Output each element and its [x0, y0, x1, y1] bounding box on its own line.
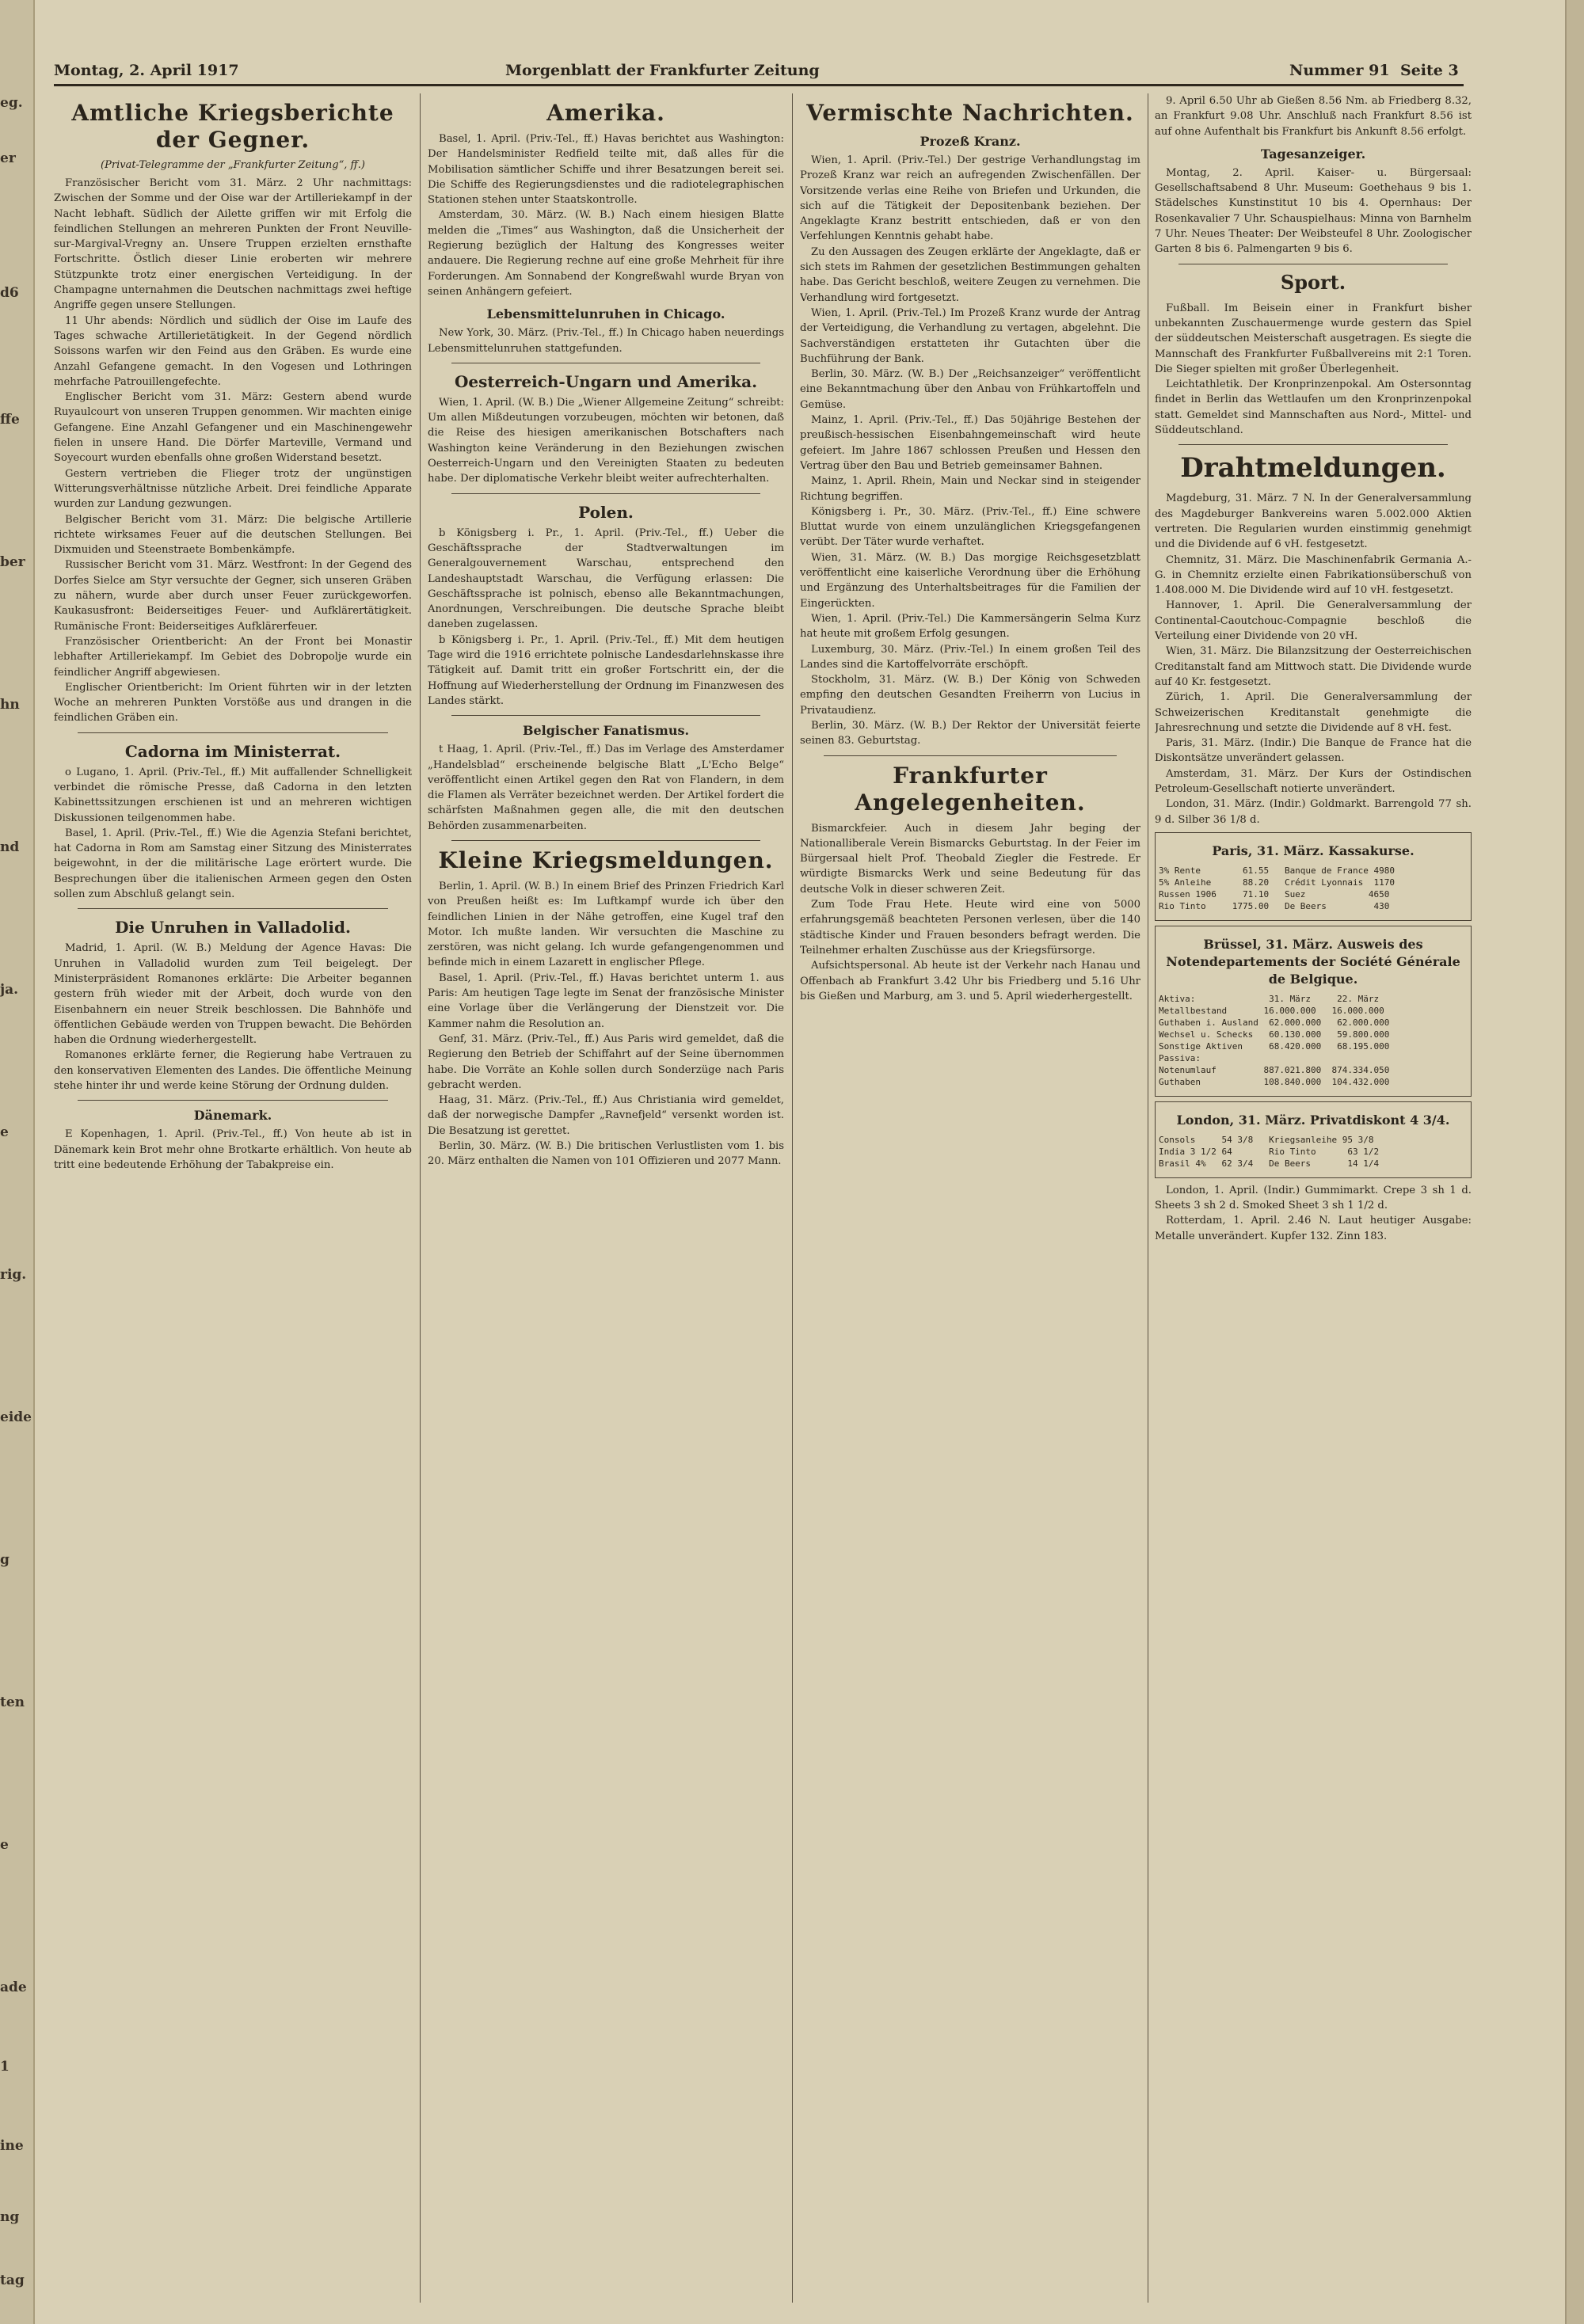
article-paragraph: Wien, 1. April. (Priv.-Tel.) Die Kammersängerin Selma Kurz hat heute mit großem Erfolg gesungen. — [800, 612, 1140, 641]
divider — [824, 755, 1117, 756]
article-paragraph: 11 Uhr abends: Nördlich und südlich der Oise im Laufe des Tages schwache Artillerietätigkeit. In der Gegend nördlich Soissons warfen wir den Feind aus den Gräben. Es wurde eine Anzahl Gefangene gemacht. In den Vogesen und Lothringen mehrfache Patrouillengefechte. — [54, 314, 412, 388]
article-paragraph: Französischer Bericht vom 31. März. 2 Uhr nachmittags: Zwischen der Somme und der Oise war der Artilleriekampf in der Nacht lebhaft. Südlich der Ailette griffen wir mit Erfolg die feindlichen Stellungen an mehreren Punkten der Front Neuville-sur-Margival-Vregny an. Unsere Truppen erzielten ernsthafte Fortschritte. Östlich dieser Linie eroberten wir mehrere Stützpunkte trotz einer energischen Verteidigung. In der Champagne unternahmen die Deutschen nachmittags zwei heftige Angriffe gegen unsere Stellungen. — [54, 177, 412, 312]
section-heading: Drahtmeldungen. — [1180, 452, 1446, 485]
divider — [78, 1100, 388, 1101]
article-paragraph: Madrid, 1. April. (W. B.) Meldung der Agence Havas: Die Unruhen in Valladolid wurden zum Teil beigelegt. Der Ministerpräsident Romanones erklärte: Die Arbeiter begannen gestern früh wieder mit der Arbeit, doch wurde von den Eisenbahnern ein neuer Streik beschlossen. Die Bahnhöfe und öffentlichen Gebäude werden von Truppen bewacht. Die Behörden haben die Ordnung wiederhergestellt. — [54, 942, 412, 1047]
column-rule — [792, 93, 793, 2303]
column-3 — [800, 93, 1140, 2303]
divider — [78, 908, 388, 909]
divider — [451, 840, 760, 841]
article-paragraph: 9. April 6.50 Uhr ab Gießen 8.56 Nm. ab Friedberg 8.32, an Frankfurt 9.08 Uhr. Anschluß nach Frankfurt 8.56 ist auf ohne Aufenthalt bis Frankfurt bis Ankunft 8.56 erfolgt. — [1155, 95, 1472, 138]
column-4 — [1155, 93, 1472, 2303]
article-paragraph: Königsberg i. Pr., 30. März. (Priv.-Tel., ff.) Eine schwere Bluttat wurde von einem unzulänglichen Kriegsgefangenen verübt. Der Täter wurde verhaftet. — [800, 505, 1140, 549]
page-edge — [1565, 0, 1584, 2324]
article-paragraph: Wien, 1. April. (W. B.) Die „Wiener Allgemeine Zeitung“ schreibt: Um allen Mißdeutungen vorzubeugen, möchten wir betonen, daß die Reise des hiesigen amerikanischen Botschafters nach Washington keine Veränderung in den Beziehungen zwischen Oesterreich-Ungarn und den Vereinigten Staaten zu bedeuten habe. Der diplomatische Verkehr bleibt weiter aufrechterhalten. — [428, 396, 784, 485]
article-paragraph: Basel, 1. April. (Priv.-Tel., ff.) Havas berichtet unterm 1. aus Paris: Am heutigen Tage legte im Senat der französische Minister eine Vorlage über die Verlängerung der Dienstzeit vor. Die Kammer nahm die Resolution an. — [428, 972, 784, 1030]
article-paragraph: Englischer Orientbericht: Im Orient führten wir in der letzten Woche an mehreren Punkten Vorstöße aus und drangen in die feindlichen Gräben ein. — [54, 681, 412, 725]
strip-fragment: ng — [0, 2209, 20, 2225]
page-number: Seite 3 — [1400, 62, 1459, 79]
strip-fragment: d6 — [0, 285, 19, 301]
article-paragraph: Fußball. Im Beisein einer in Frankfurt bisher unbekannten Zuschauermenge wurde gestern das Spiel der süddeutschen Meisterschaft ausgetragen. Es siegte die Mannschaft des Frankfurter Fußballvereins mit 2:1 Toren. Die Sieger spielten mit großer Überlegenheit. — [1155, 302, 1472, 375]
article-paragraph: Berlin, 1. April. (W. B.) In einem Brief des Prinzen Friedrich Karl von Preußen heißt es: Im Luftkampf wurde ich über den feindlichen Linien in der Nähe getroffen, eine Kugel traf den Motor. Ich mußte landen. Wir versuchten die Maschine zu zerstören, was nicht gelang. Ich wurde gefangengenommen und befinde mich in einem Lazarett in englischer Pflege. — [428, 880, 784, 969]
article-paragraph: Leichtathletik. Der Kronprinzenpokal. Am Ostersonntag findet in Berlin das Wettlaufen um den Kronprinzenpokal statt. Gemeldet sind Mannschaften aus Nord-, Mittel- und Süddeutschland. — [1155, 378, 1472, 437]
article-paragraph: Rotterdam, 1. April. 2.46 N. Laut heutiger Ausgabe: Metalle unverändert. Kupfer 132. Zinn 183. — [1155, 1215, 1472, 1242]
article-heading: Dänemark. — [193, 1108, 272, 1124]
strip-fragment: e — [0, 1837, 9, 1853]
strip-fragment: 1 — [0, 2059, 10, 2075]
strip-fragment: tag — [0, 2273, 25, 2288]
article-paragraph: Belgischer Bericht vom 31. März: Die belgische Artillerie richtete wirksames Feuer auf die deutschen Stellungen. Bei Dixmuiden und Steenstraete Bombenkämpfe. — [54, 513, 412, 557]
article-paragraph: London, 1. April. (Indir.) Gummimarkt. Crepe 3 sh 1 d. Sheets 3 sh 2 d. Smoked Sheet 3 sh 1 1/2 d. — [1155, 1184, 1472, 1212]
article-paragraph: E Kopenhagen, 1. April. (Priv.-Tel., ff.) Von heute ab ist in Dänemark kein Brot mehr ohne Brotkarte erhältlich. Von heute ab tritt eine bedeutende Erhöhung der Tabakpreise ein. — [54, 1128, 412, 1171]
article-paragraph: Wien, 1. April. (Priv.-Tel.) Der gestrige Verhandlungstag im Prozeß Kranz war reich an aufregenden Zwischenfällen. Der Vorsitzende verlas eine Reihe von Briefen und Urkunden, die sich auf die Tätigkeit der Depositenbank beziehen. Der Angeklagte Kranz bestritt entschieden, daß er von den Verfehlungen Kenntnis gehabt habe. — [800, 154, 1140, 243]
strip-fragment: hn — [0, 697, 20, 713]
article-paragraph: Luxemburg, 30. März. (Priv.-Tel.) In einem großen Teil des Landes sind die Kartoffelvorräte erschöpft. — [800, 643, 1140, 671]
article-paragraph: Zu den Aussagen des Zeugen erklärte der Angeklagte, daß er sich stets im Rahmen der gesetzlichen Bestimmungen gehalten habe. Das Gericht beschloß, weitere Zeugen zu vernehmen. Die Verhandlung wird fortgesetzt. — [800, 245, 1140, 304]
issue-date: Montag, 2. April 1917 — [54, 62, 239, 79]
table-body: 3% Rente 61.55 Banque de France 4980 5% Anleihe 88.20 Crédit Lyonnais 1170 Russen 1906 71.10 Suez 4650 Rio Tinto 1775.00 De Beers 430 — [1159, 865, 1396, 911]
strip-fragment: e — [0, 1124, 9, 1140]
divider — [78, 732, 388, 733]
article-paragraph: Stockholm, 31. März. (W. B.) Der König von Schweden empfing den deutschen Gesandten Freiherrn von Lucius in Privataudienz. — [800, 674, 1140, 717]
strip-fragment: ffe — [0, 412, 20, 428]
column-2 — [428, 93, 784, 2303]
article-paragraph: New York, 30. März. (Priv.-Tel., ff.) In Chicago haben neuerdings Lebensmittelunruhen stattgefunden. — [428, 327, 784, 355]
article-heading: Polen. — [578, 502, 634, 522]
strip-fragment: g — [0, 1552, 10, 1568]
article-heading: Lebensmittelunruhen in Chicago. — [486, 306, 725, 322]
table-title: London, 31. März. Privatdiskont 4 3/4. — [1176, 1112, 1450, 1128]
article-paragraph: Berlin, 30. März. (W. B.) Der Rektor der Universität feierte seinen 83. Geburtstag. — [800, 719, 1140, 747]
article-paragraph: Mainz, 1. April. (Priv.-Tel., ff.) Das 50jährige Bestehen der preußisch-hessischen Eisenbahngemeinschaft wird heute gefeiert. Im Jahre 1867 schlossen Preußen und Hessen den Vertrag über den Bau und Betrieb gemeinsamer Bahnen. — [800, 414, 1140, 472]
table-body: Aktiva: 31. März 22. März Metallbestand 16.000.000 16.000.000 Guthaben i. Ausland 62.000.000 62.000.000 Wechsel u. Schecks 60.130.000 59.800.000 Sonstige Aktiven 68.420.000 68.195.000 Passiva: Notenumlauf 887.021.800 874.334.050 Guthaben 108.840.000 104.432.000 — [1159, 993, 1390, 1087]
strip-fragment: nd — [0, 839, 20, 855]
article-paragraph: Genf, 31. März. (Priv.-Tel., ff.) Aus Paris wird gemeldet, daß die Regierung den Betrieb der Schiffahrt auf der Seine übernommen habe. Die Vorräte an Kohle sollen durch Sonderzüge nach Paris gebracht werden. — [428, 1033, 784, 1091]
article-paragraph: Wien, 31. März. Die Bilanzsitzung der Oesterreichischen Creditanstalt fand am Mittwoch statt. Die Dividende wurde auf 40 Kr. festgesetzt. — [1155, 645, 1472, 688]
section-heading: Vermischte Nachrichten. — [806, 100, 1134, 126]
article-paragraph: Amsterdam, 31. März. Der Kurs der Ostindischen Petroleum-Gesellschaft notierte unverändert. — [1155, 767, 1472, 795]
article-paragraph: b Königsberg i. Pr., 1. April. (Priv.-Tel., ff.) Ueber die Geschäftssprache der Stadtverwaltungen im Generalgouvernement Warschau, entsprechend den Landeshauptstadt Warschau, die Verfügung erlassen: Die Geschäftssprache ist polnisch, ebenso alle Bekanntmachungen, Anordnungen, Verschreibungen. Die deutsche Sprache bleibt daneben zugelassen. — [428, 527, 784, 631]
article-paragraph: Bismarckfeier. Auch in diesem Jahr beging der Nationalliberale Verein Bismarcks Geburtstag. In der Feier im Bürgersaal hielt Prof. Theobald Ziegler die Festrede. Er würdigte Bismarcks Werk und seine Bedeutung für das deutsche Volk in dieser schweren Zeit. — [800, 822, 1140, 896]
article-paragraph: Romanones erklärte ferner, die Regierung habe Vertrauen zu den konservativen Elementen des Landes. Die öffentliche Meinung stehe hinter ihr und werde keine Störung der Ordnung dulden. — [54, 1049, 412, 1093]
strip-fragment: eide — [0, 1409, 32, 1425]
divider — [451, 493, 760, 494]
adjacent-page-strip — [0, 0, 35, 2324]
article-paragraph: Russischer Bericht vom 31. März. Westfront: In der Gegend des Dorfes Sielce am Styr versuchte der Gegner, sich unseren Gräben zu nähern, wurde aber durch unser Feuer zurückgeworfen. Kaukasusfront: Beiderseitiges Feuer- und Aufklärertätigkeit. Rumänische Front: Beiderseitiges Aufklärerfeuer. — [54, 559, 412, 633]
section-heading: Frankfurter Angelegenheiten. — [855, 762, 1086, 816]
strip-fragment: rig. — [0, 1267, 27, 1283]
column-rule — [420, 93, 421, 2303]
strip-fragment: ten — [0, 1695, 25, 1710]
divider — [1178, 444, 1448, 445]
article-paragraph: t Haag, 1. April. (Priv.-Tel., ff.) Das im Verlage des Amsterdamer „Handelsblad“ erscheinende belgische Blatt „L'Echo Belge“ veröffentlicht einen Artikel gegen den Rat von Flandern, in dem die Flamen als Verräter bezeichnet werden. Der Artikel fordert die schärfsten Maßnahmen gegen alle, die mit den deutschen Behörden zusammenarbeiten. — [428, 744, 784, 832]
article-paragraph: Chemnitz, 31. März. Die Maschinenfabrik Germania A.-G. in Chemnitz erzielte einen Fabrikationsüberschuß von 1.408.000 M. Die Dividende wird auf 10 vH. festgesetzt. — [1155, 553, 1472, 597]
divider — [451, 715, 760, 716]
article-paragraph: Montag, 2. April. Kaiser- u. Bürgersaal: Gesellschaftsabend 8 Uhr. Museum: Goethehaus 9 bis 1. Städelsches Kunstinstitut 10 bis 4. Opernhaus: Der Rosenkavalier 7 Uhr. Schauspielhaus: Minna von Barnhelm 7 Uhr. Neues Theater: Der Weibsteufel 8 Uhr. Zoologischer Garten 8 bis 6. Palmengarten 9 bis 6. — [1155, 166, 1472, 256]
market-table — [1155, 1101, 1472, 1178]
table-title: Brüssel, 31. März. Ausweis des Notendepartements der Société Générale de Belgique. — [1166, 936, 1460, 987]
article-paragraph: Hannover, 1. April. Die Generalversammlung der Continental-Caoutchouc-Compagnie beschloß die Verteilung einer Dividende von 20 vH. — [1155, 599, 1472, 643]
section-heading: Sport. — [1280, 270, 1346, 294]
column-1 — [54, 93, 412, 2303]
section-heading: Amtliche Kriegsberichte der Gegner. — [71, 100, 394, 153]
issue-number: Nummer 91 — [1289, 62, 1390, 79]
article-heading: Belgischer Fanatismus. — [522, 723, 690, 739]
strip-fragment: ber — [0, 554, 25, 570]
article-paragraph: Amsterdam, 30. März. (W. B.) Nach einem hiesigen Blatte melden die „Times“ aus Washington, daß die Unsicherheit der Regierung bezüglich der Haltung des Kongresses weiter andauere. Die Regierung rechne auf eine große Mehrheit für ihre Forderungen. Am Sonnabend der Kongreßwahl wurde Bryan von seinen Anhängern gefeiert. — [428, 209, 784, 298]
article-heading: Tagesanzeiger. — [1260, 146, 1366, 162]
table-body: Consols 54 3/8 Kriegsanleihe 95 3/8 India 3 1/2 64 Rio Tinto 63 1/2 Brasil 4% 62 3/4 De Beers 14 1/4 — [1159, 1134, 1380, 1169]
article-paragraph: Haag, 31. März. (Priv.-Tel., ff.) Aus Christiania wird gemeldet, daß der norwegische Dampfer „Ravnefjeld“ versenkt worden ist. Die Besatzung ist gerettet. — [428, 1094, 784, 1137]
strip-fragment: ade — [0, 1980, 27, 1995]
section-subheading: (Privat-Telegramme der „Frankfurter Zeitung“, ff.) — [101, 159, 365, 171]
article-paragraph: o Lugano, 1. April. (Priv.-Tel., ff.) Mit auffallender Schnelligkeit verbindet die römische Presse, daß Cadorna in den letzten Kabinettssitzungen erschienen ist und an mehreren wichtigen Diskussionen teilgenommen habe. — [54, 766, 412, 824]
article-paragraph: Mainz, 1. April. Rhein, Main und Neckar sind in steigender Richtung begriffen. — [800, 475, 1140, 503]
article-paragraph: Berlin, 30. März. (W. B.) Die britischen Verlustlisten vom 1. bis 20. März enthalten die Namen von 101 Offizieren und 2077 Mann. — [428, 1140, 784, 1168]
article-paragraph: Wien, 31. März. (W. B.) Das morgige Reichsgesetzblatt veröffentlicht eine kaiserliche Verordnung über die Erhöhung und Ergänzung des Unterhaltsbeitrages für die Familien der Eingerückten. — [800, 551, 1140, 610]
table-title: Paris, 31. März. Kassakurse. — [1212, 842, 1415, 858]
section-heading: Kleine Kriegsmeldungen. — [438, 846, 774, 873]
article-paragraph: Französischer Orientbericht: An der Front bei Monastir lebhafter Artilleriekampf. Im Gebiet des Dobropolje wurde ein feindlicher Angriff abgewiesen. — [54, 635, 412, 679]
article-heading: Prozeß Kranz. — [920, 134, 1021, 149]
article-paragraph: Zürich, 1. April. Die Generalversammlung der Schweizerischen Kreditanstalt genehmigte die Jahresrechnung und setzte die Dividende auf 8 vH. fest. — [1155, 691, 1472, 734]
section-heading: Amerika. — [546, 100, 665, 126]
masthead-title: Morgenblatt der Frankfurter Zeitung — [505, 62, 820, 79]
strip-fragment: eg. — [0, 95, 23, 111]
page-header — [54, 60, 1464, 86]
article-paragraph: Basel, 1. April. (Priv.-Tel., ff.) Havas berichtet aus Washington: Der Handelsminister Redfield teilte mit, daß alles für die Mobilisation sämtlicher Schiffe und ihrer Besatzungen bereit sei. Die Schiffe des Regierungsdienstes und die radiotelegraphischen Stationen stehen unter Staatskontrolle. — [428, 133, 784, 207]
article-paragraph: Berlin, 30. März. (W. B.) Der „Reichsanzeiger“ veröffentlicht eine Bekanntmachung über den Anbau von Frühkartoffeln und Gemüse. — [800, 368, 1140, 411]
article-heading: Cadorna im Ministerrat. — [124, 741, 341, 761]
article-paragraph: Gestern vertrieben die Flieger trotz der ungünstigen Witterungsverhältnisse nützliche Arbeit. Drei feindliche Apparate wurden zur Landung gezwungen. — [54, 467, 412, 511]
article-paragraph: Zum Tode Frau Hete. Heute wird eine von 5000 erfahrungsgemäß beachteten Personen verlesen, über die 140 städtische Kinder und Frauen besonders befragt werden. Die Teilnehmer erhalten Zuschüsse aus der Kriegsfürsorge. — [800, 899, 1140, 957]
article-heading: Die Unruhen in Valladolid. — [115, 918, 351, 938]
article-paragraph: Basel, 1. April. (Priv.-Tel., ff.) Wie die Agenzia Stefani berichtet, hat Cadorna in Rom am Samstag einer Sitzung des Ministerrates beigewohnt, in der die militärische Lage erörtert wurde. Die Besprechungen über die italienischen Armeen gegen den Osten sollen zum Abschluß gelangt sein. — [54, 827, 412, 901]
article-paragraph: Aufsichtspersonal. Ab heute ist der Verkehr nach Hanau und Offenbach ab Frankfurt 3.42 Uhr bis Friedberg und 5.16 Uhr bis Gießen und Marburg, am 3. und 5. April wiederhergestellt. — [800, 960, 1140, 1002]
article-paragraph: London, 31. März. (Indir.) Goldmarkt. Barrengold 77 sh. 9 d. Silber 36 1/8 d. — [1155, 798, 1472, 826]
article-paragraph: Magdeburg, 31. März. 7 N. In der Generalversammlung des Magdeburger Bankvereins waren 5.002.000 Aktien vertreten. Die Regularien wurden einstimmig genehmigt und die Dividende auf 6 vH. festgesetzt. — [1155, 493, 1472, 551]
market-table — [1155, 832, 1472, 921]
article-paragraph: Englischer Bericht vom 31. März: Gestern abend wurde Ruyaulcourt von unseren Truppen genommen. Wir machten einige Gefangene. Eine Anzahl Gefangener und ein Maschinengewehr fielen in unsere Hand. Die Dörfer Marteville, Vermand und Soyecourt wurden ebenfalls ohne großen Widerstand besetzt. — [54, 391, 412, 465]
article-heading: Oesterreich-Ungarn und Amerika. — [454, 371, 758, 391]
article-paragraph: Wien, 1. April. (Priv.-Tel.) Im Prozeß Kranz wurde der Antrag der Verteidigung, die Verhandlung zu vertagen, abgelehnt. Die Sachverständigen erstatteten ihr Gutachten über die Buchführung der Bank. — [800, 306, 1140, 365]
strip-fragment: ja. — [0, 982, 19, 998]
article-paragraph: b Königsberg i. Pr., 1. April. (Priv.-Tel., ff.) Mit dem heutigen Tage wird die 1916 errichtete polnische Landesdarlehnskasse ihre Tätigkeit auf. Damit tritt ein großer Fortschritt ein, der die Hoffnung auf Wiederherstellung der Ordnung im Finanzwesen des Landes stärkt. — [428, 633, 784, 707]
strip-fragment: er — [0, 150, 16, 166]
article-paragraph: Paris, 31. März. (Indir.) Die Banque de France hat die Diskontsätze unverändert gelassen. — [1155, 737, 1472, 765]
strip-fragment: ine — [0, 2138, 24, 2154]
market-table — [1155, 926, 1472, 1097]
